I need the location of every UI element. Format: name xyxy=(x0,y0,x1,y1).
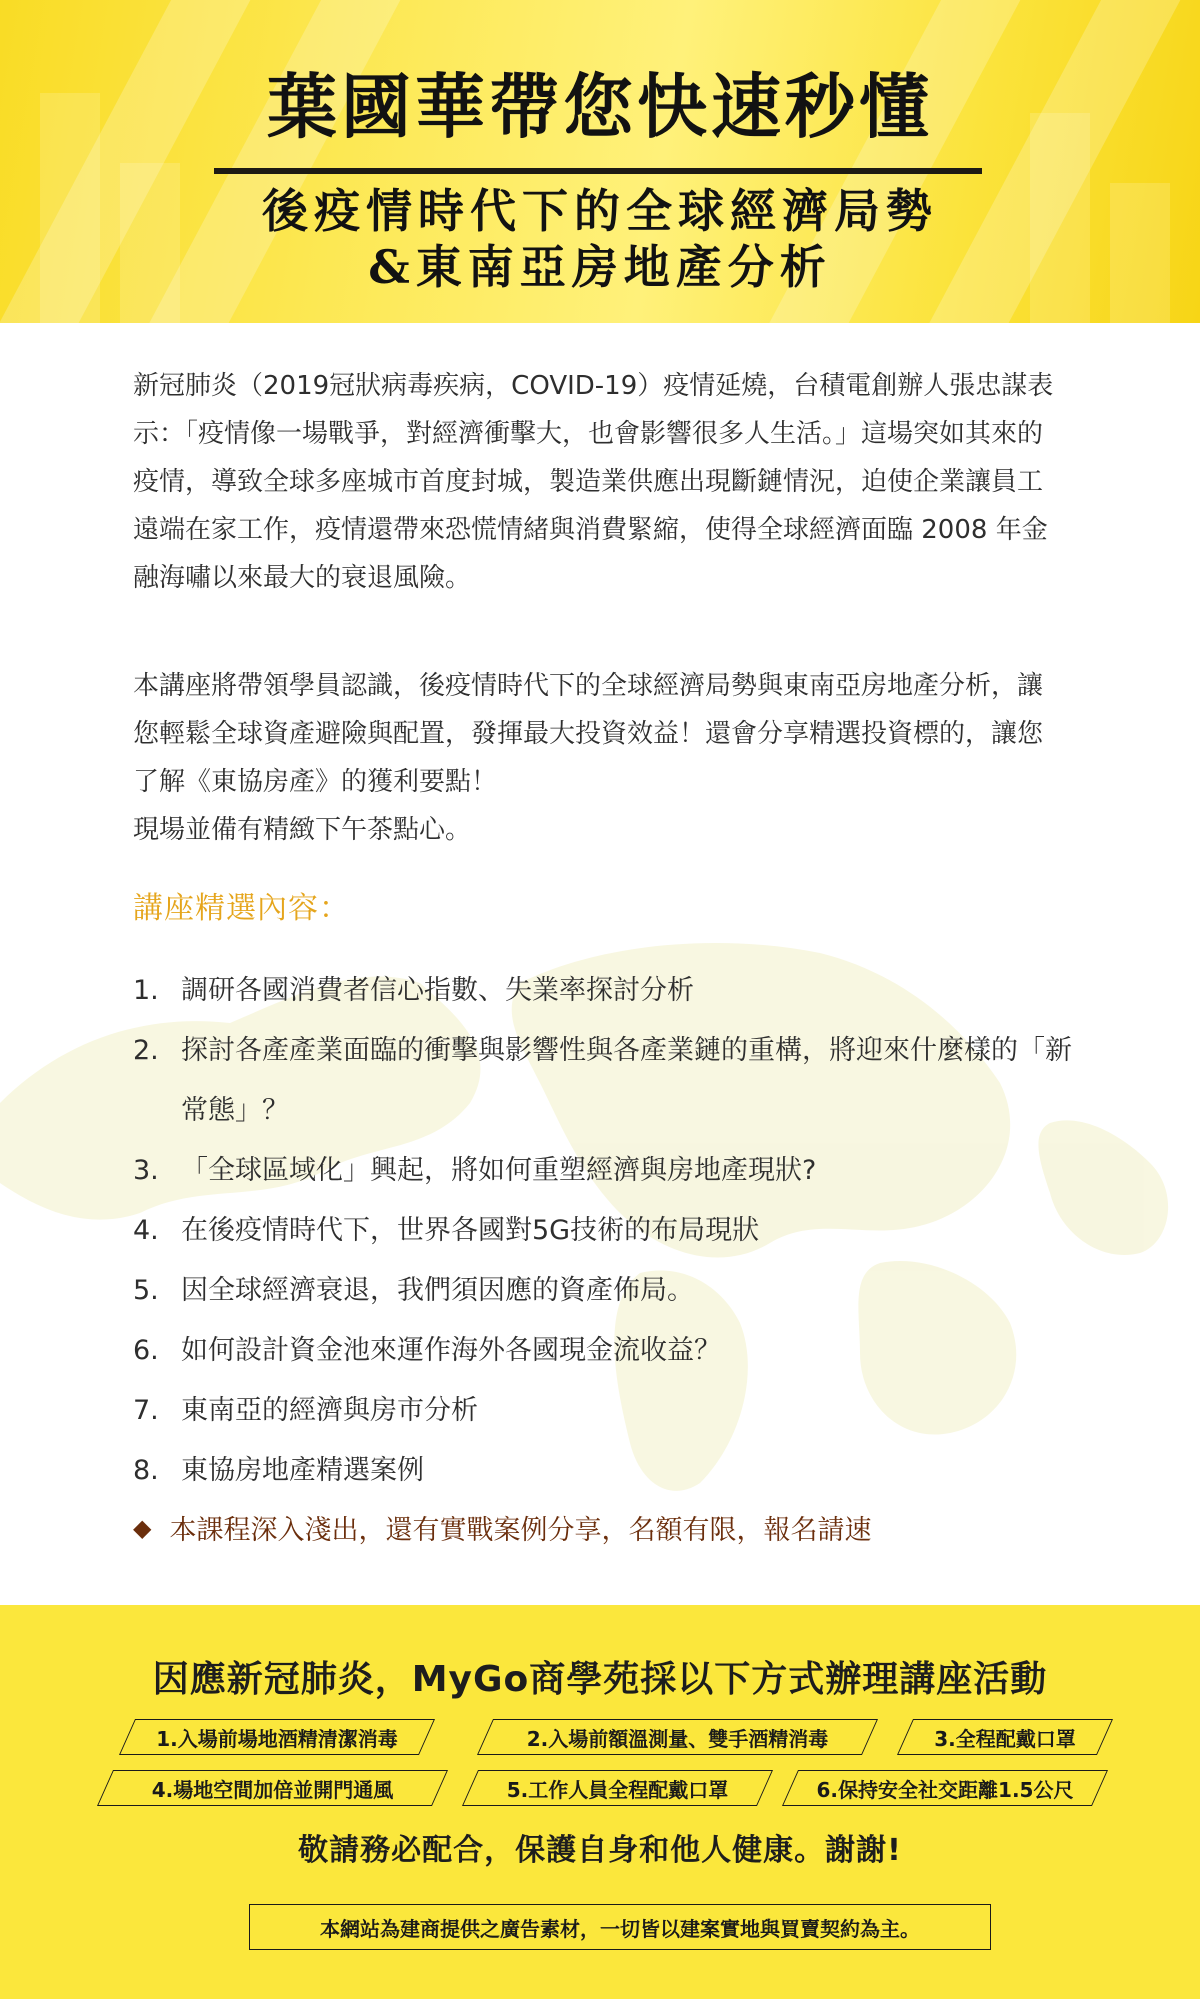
topic-number: 7. xyxy=(133,1395,159,1426)
page-title: 葉國華帶您快速秒懂 xyxy=(267,65,933,148)
topic-text: 在後疫情時代下，世界各國對5G技術的布局現狀 xyxy=(181,1215,760,1246)
topic-item xyxy=(133,1261,1093,1321)
topic-item xyxy=(133,1021,1093,1141)
main-content xyxy=(0,323,1200,1605)
topic-text: 調研各國消費者信心指數、失業率探討分析 xyxy=(181,975,694,1006)
topic-text: 東協房地產精選案例 xyxy=(181,1455,424,1486)
topic-number: 6. xyxy=(133,1335,159,1366)
safety-measure-tag: 6.保持安全社交距離1.5公尺 xyxy=(790,1770,1100,1806)
topic-item xyxy=(133,1441,1093,1501)
topic-number: 2. xyxy=(133,1035,159,1066)
topic-item xyxy=(133,961,1093,1021)
topic-item xyxy=(133,1321,1093,1381)
footer-title: 因應新冠肺炎，MyGo商學苑採以下方式辦理講座活動 xyxy=(152,1659,1048,1700)
topic-number: 1. xyxy=(133,975,159,1006)
topic-text: 探討各產產業面臨的衝擊與影響性與各產業鏈的重構，將迎來什麼樣的「新常態」？ xyxy=(181,1035,1072,1126)
safety-measure-tag: 2.入場前額溫測量、雙手酒精消毒 xyxy=(485,1719,870,1755)
enrollment-notice xyxy=(133,1508,871,1547)
notice-text: 本課程深入淺出，還有實戰案例分享，名額有限，報名請速 xyxy=(169,1515,872,1546)
intro-paragraph-2 xyxy=(133,662,1063,854)
topics-list xyxy=(133,961,1093,1501)
topic-item xyxy=(133,1201,1093,1261)
topic-item xyxy=(133,1381,1093,1441)
safety-measure-tag: 4.場地空間加倍並開門通風 xyxy=(105,1770,440,1806)
topic-text: 「全球區域化」興起，將如何重塑經濟與房地產現狀? xyxy=(181,1155,817,1186)
disclaimer-box: 本網站為建商提供之廣告素材，一切皆以建案實地與買賣契約為主。 xyxy=(249,1904,991,1950)
intro-paragraph-2-line-1: 本講座將帶領學員認識，後疫情時代下的全球經濟局勢與東南亞房地產分析，讓您輕鬆全球資產避險與配置，發揮最大投資效益！還會分享精選投資標的，讓您了解《東協房產》的獲利要點！ xyxy=(133,671,1044,797)
topic-text: 東南亞的經濟與房市分析 xyxy=(181,1395,478,1426)
intro-paragraph-2-line-2: 現場並備有精緻下午茶點心。 xyxy=(133,815,472,845)
safety-measure-tag: 5.工作人員全程配戴口罩 xyxy=(470,1770,765,1806)
safety-measure-tag: 3.全程配戴口罩 xyxy=(905,1719,1105,1755)
topic-item xyxy=(133,1141,1093,1201)
safety-footer xyxy=(0,1605,1200,1999)
intro-paragraph: 新冠肺炎（2019冠狀病毒疾病，COVID-19）疫情延燒，台積電創辦人張忠謀表示：「疫情像一場戰爭，對經濟衝擊大，也會影響很多人生活。」這場突如其來的疫情，導致全球多座城市首度封城，製造業供應出現斷鏈情況，迫使企業讓員工遠端在家工作，疫情還帶來恐慌情緒與消費緊縮，使得全球經濟面臨 2008 年金融海嘯以來最大的衰退風險。 xyxy=(133,371,1054,593)
diamond-bullet-icon: ◆ xyxy=(133,1513,152,1542)
title-divider xyxy=(214,168,982,174)
topic-text: 因全球經濟衰退，我們須因應的資產佈局。 xyxy=(181,1275,694,1306)
footer-thanks: 敬請務必配合，保護自身和他人健康。謝謝! xyxy=(298,1833,902,1868)
topic-number: 3. xyxy=(133,1155,159,1186)
page-subtitle xyxy=(0,183,1200,295)
topic-number: 4. xyxy=(133,1215,159,1246)
topic-text: 如何設計資金池來運作海外各國現金流收益？ xyxy=(181,1335,721,1366)
topic-number: 8. xyxy=(133,1455,159,1486)
header-banner xyxy=(0,0,1200,323)
subtitle-line-2: &東南亞房地產分析 xyxy=(368,240,832,294)
subtitle-line-1: 後疫情時代下的全球經濟局勢 xyxy=(262,184,938,238)
topic-number: 5. xyxy=(133,1275,159,1306)
safety-measure-tag: 1.入場前場地酒精清潔消毒 xyxy=(127,1719,427,1755)
topics-heading: 講座精選內容： xyxy=(133,891,350,926)
